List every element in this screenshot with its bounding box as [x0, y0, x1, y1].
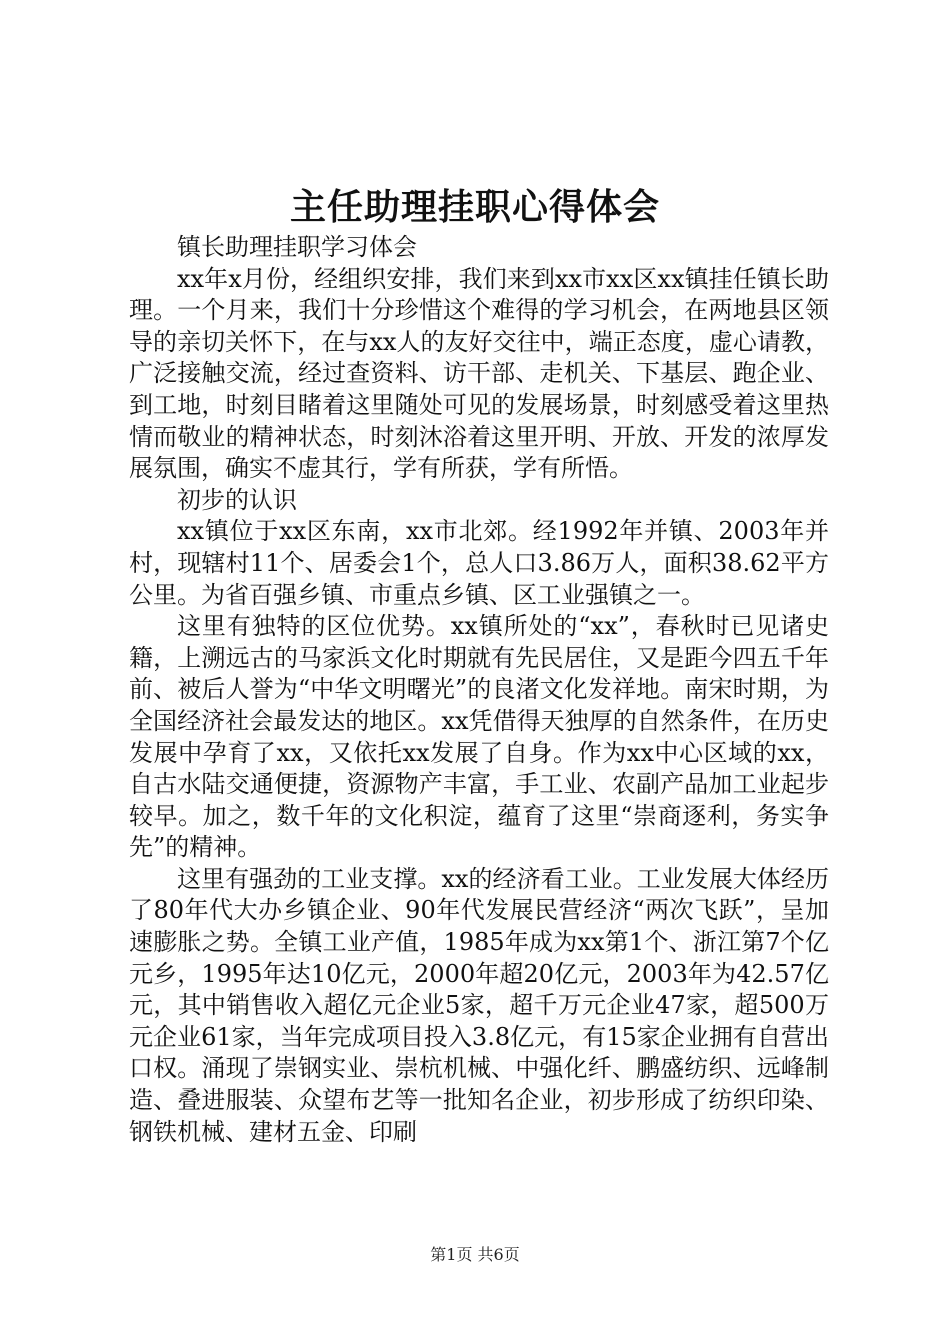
paragraph-town-overview: xx镇位于xx区东南，xx市北郊。经1992年并镇、2003年并村，现辖村11个、居委会1个，总人口3.86万人，面积38.62平方公里。为省百强乡镇、市重点乡镇、区工业强镇之一。: [129, 517, 829, 609]
document-body: [129, 232, 829, 1148]
paragraph-industry-support: 这里有强劲的工业支撑。xx的经济看工业。工业发展大体经历了80年代大办乡镇企业、90年代发展民营经济“两次飞跃”，呈加速膨胀之势。全镇工业产值，1985年成为xx第1个、浙江第7个亿元乡，1995年达10亿元，2000年超20亿元，2003年为42.57亿元，其中销售收入超亿元企业5家，超千万元企业47家，超500万元企业61家，当年完成项目投入3.8亿元，有15家企业拥有自营出口权。涌现了崇钢实业、崇杭机械、中强化纤、鹏盛纺织、远峰制造、叠进服装、众望布艺等一批知名企业，初步形成了纺织印染、钢铁机械、建材五金、印刷: [129, 864, 829, 1146]
paragraph-section-heading: 初步的认识: [177, 485, 297, 514]
document-title: 主任助理挂职心得体会: [289, 186, 660, 228]
paragraph-subtitle: 镇长助理挂职学习体会: [177, 233, 417, 261]
paragraph-location-advantage: 这里有独特的区位优势。xx镇所处的“xx”，春秋时已见诸史籍，上溯远古的马家浜文化时期就有先民居住，又是距今四五千年前、被后人誉为“中华文明曙光”的良渚文化发祥地。南宋时期，为全国经济社会最发达的地区。xx凭借得天独厚的自然条件，在历史发展中孕育了xx，又依托xx发展了自身。作为xx中心区域的xx，自古水陆交通便捷，资源物产丰富，手工业、农副产品加工业起步较早。加之，数千年的文化积淀，蕴育了这里“崇商逐利，务实争先”的精神。: [129, 612, 829, 862]
paragraph-intro: xx年x月份，经组织安排，我们来到xx市xx区xx镇挂任镇长助理。一个月来，我们十分珍惜这个难得的学习机会，在两地县区领导的亲切关怀下，在与xx人的友好交往中，端正态度，虚心请教，广泛接触交流，经过查资料、访干部、走机关、下基层、跑企业、到工地，时刻目睹着这里随处可见的发展场景，时刻感受着这里热情而敬业的精神状态，时刻沐浴着这里开明、开放、开发的浓厚发展氛围，确实不虚其行，学有所获，学有所悟。: [129, 264, 829, 483]
page-number-footer: 第1页 共6页: [430, 1245, 520, 1264]
